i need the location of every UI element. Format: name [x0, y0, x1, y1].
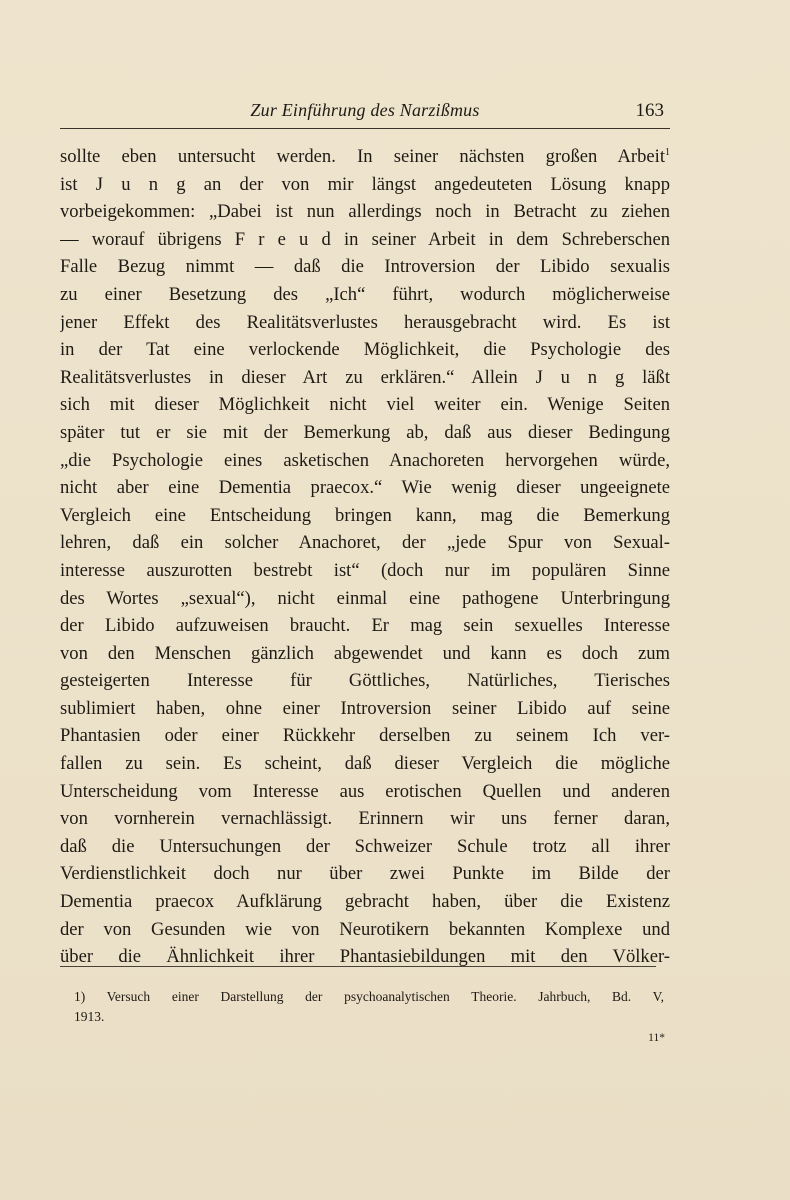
text-line: Realitätsverlustes in dieser Art zu erklären.“ Allein J u n g läßt — [60, 366, 670, 388]
text-line: zu einer Besetzung des „Ich“ führt, wodurch möglicherweise — [60, 283, 670, 305]
text-line: später tut er sie mit der Bemerkung ab, daß aus dieser Bedingung — [60, 421, 670, 443]
footnote-reference: 1 — [665, 146, 670, 158]
text-line: — worauf übrigens F r e u d in seiner Arbeit in dem Schreberschen — [60, 228, 670, 250]
page-number: 163 — [635, 100, 664, 121]
text-line: ist J u n g an der von mir längst angedeuteten Lösung knapp — [60, 173, 670, 195]
text-line: Vergleich eine Entscheidung bringen kann, mag die Bemerkung — [60, 504, 670, 526]
body-text — [60, 143, 670, 971]
signature-mark: 11* — [648, 1032, 665, 1044]
footnote — [74, 987, 664, 1027]
text-line: der Libido aufzuweisen braucht. Er mag sein sexuelles Interesse — [60, 615, 670, 637]
footnote-line: 1) Versuch einer Darstellung der psychoanalytischen Theorie. Jahrbuch, Bd. V, — [74, 989, 664, 1004]
text-line: Phantasien oder einer Rückkehr derselben zu seinem Ich ver- — [60, 725, 670, 747]
running-header — [60, 100, 670, 129]
text-line: sollte eben untersucht werden. In seiner nächsten großen Arbeit$^1$ — [60, 146, 670, 167]
text-line: in der Tat eine verlockende Möglichkeit, die Psychologie des — [60, 339, 670, 361]
text-line: daß die Untersuchungen der Schweizer Schule trotz all ihrer — [60, 835, 670, 857]
text-line: der von Gesunden wie von Neurotikern bekannten Komplexe und — [60, 918, 670, 940]
text-line: von vornherein vernachlässigt. Erinnern wir uns ferner daran, — [60, 808, 670, 830]
footnote-divider — [60, 966, 656, 967]
text-line: gesteigerten Interesse für Göttliches, Natürliches, Tierisches — [60, 670, 670, 692]
text-line: Dementia praecox Aufklärung gebracht haben, über die Existenz — [60, 891, 670, 913]
text-line: des Wortes „sexual“), nicht einmal eine pathogene Unterbringung — [60, 587, 670, 609]
text-line: sich mit dieser Möglichkeit nicht viel weiter ein. Wenige Seiten — [60, 394, 670, 416]
text-line: jener Effekt des Realitätsverlustes herausgebracht wird. Es ist — [60, 311, 670, 333]
text-line: Unterscheidung vom Interesse aus erotischen Quellen und anderen — [60, 780, 670, 802]
text-line: fallen zu sein. Es scheint, daß dieser Vergleich die mögliche — [60, 753, 670, 775]
text-line: lehren, daß ein solcher Anachoret, der „jede Spur von Sexual- — [60, 532, 670, 554]
text-line: nicht aber eine Dementia praecox.“ Wie wenig dieser ungeeignete — [60, 477, 670, 499]
text-line: „die Psychologie eines asketischen Anachoreten hervorgehen würde, — [60, 449, 670, 471]
footnote-line: 1913. — [74, 1009, 105, 1024]
text-line: über die Ähnlichkeit ihrer Phantasiebildungen mit den Völker- — [60, 946, 670, 968]
text-line: von den Menschen gänzlich abgewendet und kann es doch zum — [60, 642, 670, 664]
text-line: vorbeigekommen: „Dabei ist nun allerdings noch in Betracht zu ziehen — [60, 201, 670, 223]
running-title: Zur Einführung des Narzißmus — [250, 100, 480, 120]
text-line: interesse auszurotten bestrebt ist“ (doch nur im populären Sinne — [60, 559, 670, 581]
text-line: Verdienstlichkeit doch nur über zwei Punkte im Bilde der — [60, 863, 670, 885]
text-line: sublimiert haben, ohne einer Introversion seiner Libido auf seine — [60, 697, 670, 719]
text-line: Falle Bezug nimmt — daß die Introversion der Libido sexualis — [60, 256, 670, 278]
